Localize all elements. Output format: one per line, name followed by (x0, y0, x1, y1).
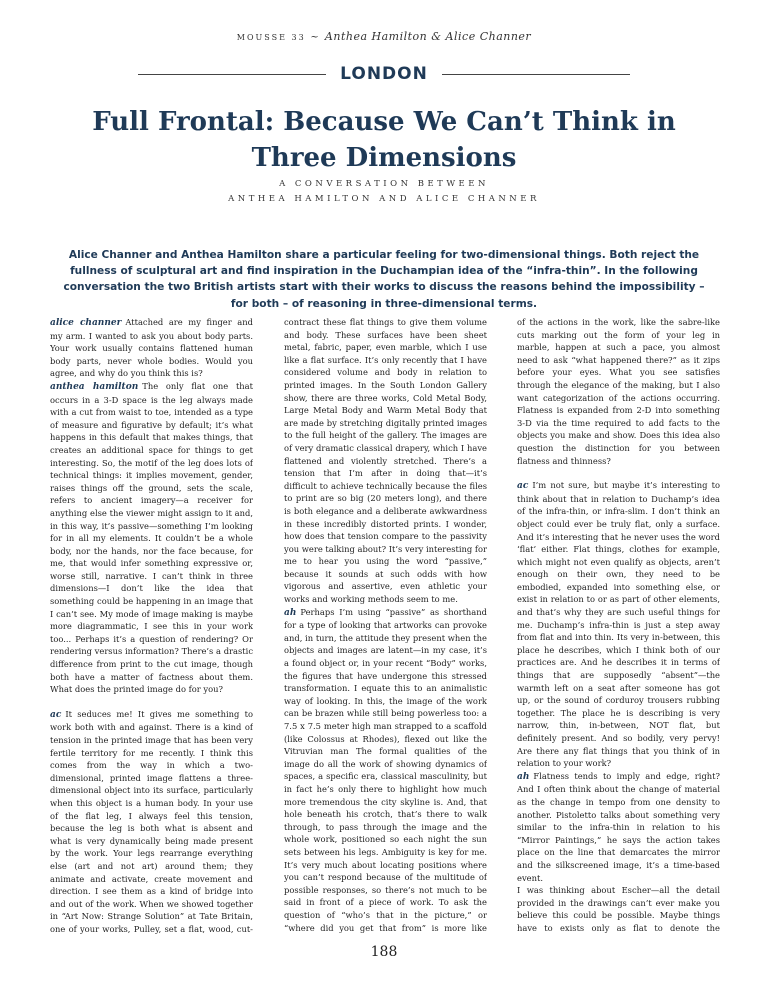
magazine-issue: MOUSSE 33 (236, 33, 306, 42)
paragraph (50, 708, 253, 936)
paragraph (517, 884, 720, 936)
byline-line-1: A CONVERSATION BETWEEN (279, 179, 489, 189)
paragraph-text: I was thinking about Escher—all the detail provided in the drawings can’t ever make you believe this could be possible. Maybe things have to exists only as flat to denote the (517, 885, 720, 933)
speaker-label: ac (50, 709, 62, 720)
section-label: LONDON (340, 64, 428, 84)
paragraph-text: Attached are my finger and my arm. I wanted to ask you about body parts. Your work usually contains flattened human body parts, never whole bodies. Would you agree, and why do you think this is? (50, 317, 253, 379)
section-rule-right (442, 74, 630, 75)
byline-line-2: ANTHEA HAMILTON AND ALICE CHANNER (228, 194, 540, 204)
paragraph (50, 316, 253, 380)
standfirst: Alice Channer and Anthea Hamilton share a particular feeling for two-dimensional things. Both reject the fullness of sculptural art and find inspiration in the Duchampian idea of the “infra-thin”. In the following conversation the two British artists start with their works to discuss the reasons behind the impossibility – for both – of reasoning in three-dimensional terms. (63, 249, 705, 310)
paragraph (517, 316, 720, 467)
running-header (0, 30, 768, 43)
paragraph-text: of the actions in the work, like the sabre-like cuts marking out the form of your leg in marble, happen at such a pace, you almost need to ask “what happened there?” as it zips before your eyes. What you see satisfies through the elegance of the making, but I also want categorization of the actions occurring. Flatness is expanded from 2-D into something 3-D via the time required to add facts to the objects you make and show. Does this idea also question the distinction for you between flatness and thinness? (517, 317, 720, 466)
page-number: 188 (370, 944, 398, 960)
header-separator: ~ (305, 32, 325, 43)
paragraph (50, 380, 253, 696)
paragraph-text: The only flat one that occurs in a 3-D space is the leg always made with a cut from waist to toe, intended as a type of measure and figurative by default; it’s what happens in this default that makes things, that creates an additional space for things to get interesting. So, the motif of the leg does lots of technical things: it implies movement, gender, raises things off the ground, sets the scale, refers to ancient imagery—a receiver for anything else the viewer might assign to it and, in this way, it’s passive—something I’m looking for in all my elements. It couldn’t be a whole body, nor the hands, nor the face because, for me, that would infer something expressive or, worse still, narrative. I can’t think in three dimensions—I don’t like the idea that something could be happening in an image that I can’t see. My mode of image making is maybe more diagrammatic, I see this in your work too... Perhaps it’s a question of rendering? Or rendering versus information? There’s a drastic difference from print to the cut image, though both have a matter of factness about them. What does the printed image do for you? (50, 380, 253, 695)
paragraph (284, 606, 487, 936)
paragraph-text: contract these flat things to give them volume and body. These surfaces have been sheet metal, fabric, paper, even marble, which I use like a flat surface. It’s only recently that I have considered volume and body in relation to printed images. In the South London Gallery show, there are three works, Cold Metal Body, Large Metal Body and Warm Metal Body that are made by stretching digitally printed images to the full height of the gallery. The images are of very dramatic classical drapery, which I have flattened and violently stretched. There’s a tension that I’m after in doing that—it’s difficult to achieve technically because the files to print are so big (20 meters long), and there is both elegance and a deliberate awkwardness in these incredibly distorted prints. I wonder, how does that tension compare to the passivity you were talking about? It’s very interesting for me to hear you using the word “passive,” because it sounds at such odds with how vigorous and assertive, even athletic your works and working methods seem to me. (284, 317, 487, 605)
paragraph (517, 770, 720, 884)
section-heading (138, 62, 630, 86)
paragraph-text: I’m not sure, but maybe it’s interesting to think about that in relation to Duchamp’s idea of the infra-thin, or infra-slim. I don’t think an object could ever be truly flat, only a surface. And it’s interesting that he never uses the word ‘flat’ either. Flat things, clothes for example, which might not even qualify as objects, aren’t enough on their own, they need to be embodied, expanded into something else, or exist in relation to or as part of other elements, and that’s why they are such useful things for me. Duchamp’s infra-thin is just a step away from flat and into thin. Its very in-between, this place he describes, which I think both of our practices are. And he describes it in terms of things that are supposedly “absent”—the warmth left on a seat after someone has got up, or the sound of corduroy trousers rubbing together. The place he is describing is very narrow, thin, in-between, NOT flat, but definitely present. And so bodily, very pervy! Are there any flat things that you think of in relation to your work? (517, 480, 720, 769)
paragraph-text: It seduces me! It gives me something to work both with and against. There is a kind of tension in the printed image that has been very fertile territory for me recently. I think this comes from the way in which a two-dimensional, printed image flattens a three-dimensional object into its surface, particularly when this object is a human body. In your use of the flat leg, I always feel this tension, because the leg is both what is absent and what is very dynamically being made present by the work. Your legs rearrange everything else (art and not art) around them; they animate and activate, create movement and direction. I see them as a kind of bridge into and out of the work. When we showed together in “Art Now: Strange Solution” at Tate Britain, one of your works, Pulley, set a flat, wood, cut- (50, 708, 253, 934)
header-authors: Anthea Hamilton & Alice Channer (324, 30, 532, 43)
body-column-2 (284, 316, 487, 936)
section-rule-left (138, 74, 326, 75)
speaker-label: alice channer (50, 318, 122, 328)
body-column-1 (50, 316, 253, 936)
speaker-label: ah (284, 607, 297, 618)
paragraph (517, 479, 720, 770)
speaker-label: anthea hamilton (50, 381, 139, 392)
paragraph-text: Perhaps I’m using “passive” as shorthand for a type of looking that artworks can provoke and, in turn, the attitude they present when the objects and images are latent—in my case, it’s a found object or, in your recent “Body” works, the figures that have undergone this stressed transformation. I equate this to an animalistic way of looking. In this, the image of the work can be brazen while still being powerless too: a 7.5 x 7.5 meter high man strapped to a scaffold (like Colossus at Rhodes), flexed out like the Vitruvian man The formal qualities of the image do all the work of showing dynamics of spaces, a specific era, classical masculinity, but in fact he’s only there to highlight how much more tremendous the city skyline is. And, that hole beneath his crotch, that’s there to walk through, to pass through the image and the whole work, positioned so each night the sun sets between his legs. Ambiguity is key for me. It’s very much about locating positions where you can’t respond because of the multitude of possible responses, so there’s not much to be said in front of a piece of work. To ask the question of “who’s that in the picture,” or “where did you get that from” is more like (284, 606, 487, 933)
body-column-3 (517, 316, 720, 936)
speaker-label: ah (517, 771, 530, 782)
byline (0, 177, 768, 207)
paragraph-text: Flatness tends to imply and edge, right? And I often think about the change of material as the change in tempo from one density to another. Pistoletto talks about something very similar to the infra-thin in relation to his “Mirror Paintings,” he says the action takes place on the line that demarcates the mirror and the silkscreened image, it’s a time-based event. (517, 770, 720, 883)
article-title: Full Frontal: Because We Can’t Think in Three Dimensions (92, 107, 676, 173)
paragraph (284, 316, 487, 606)
speaker-label: ac (517, 481, 529, 492)
